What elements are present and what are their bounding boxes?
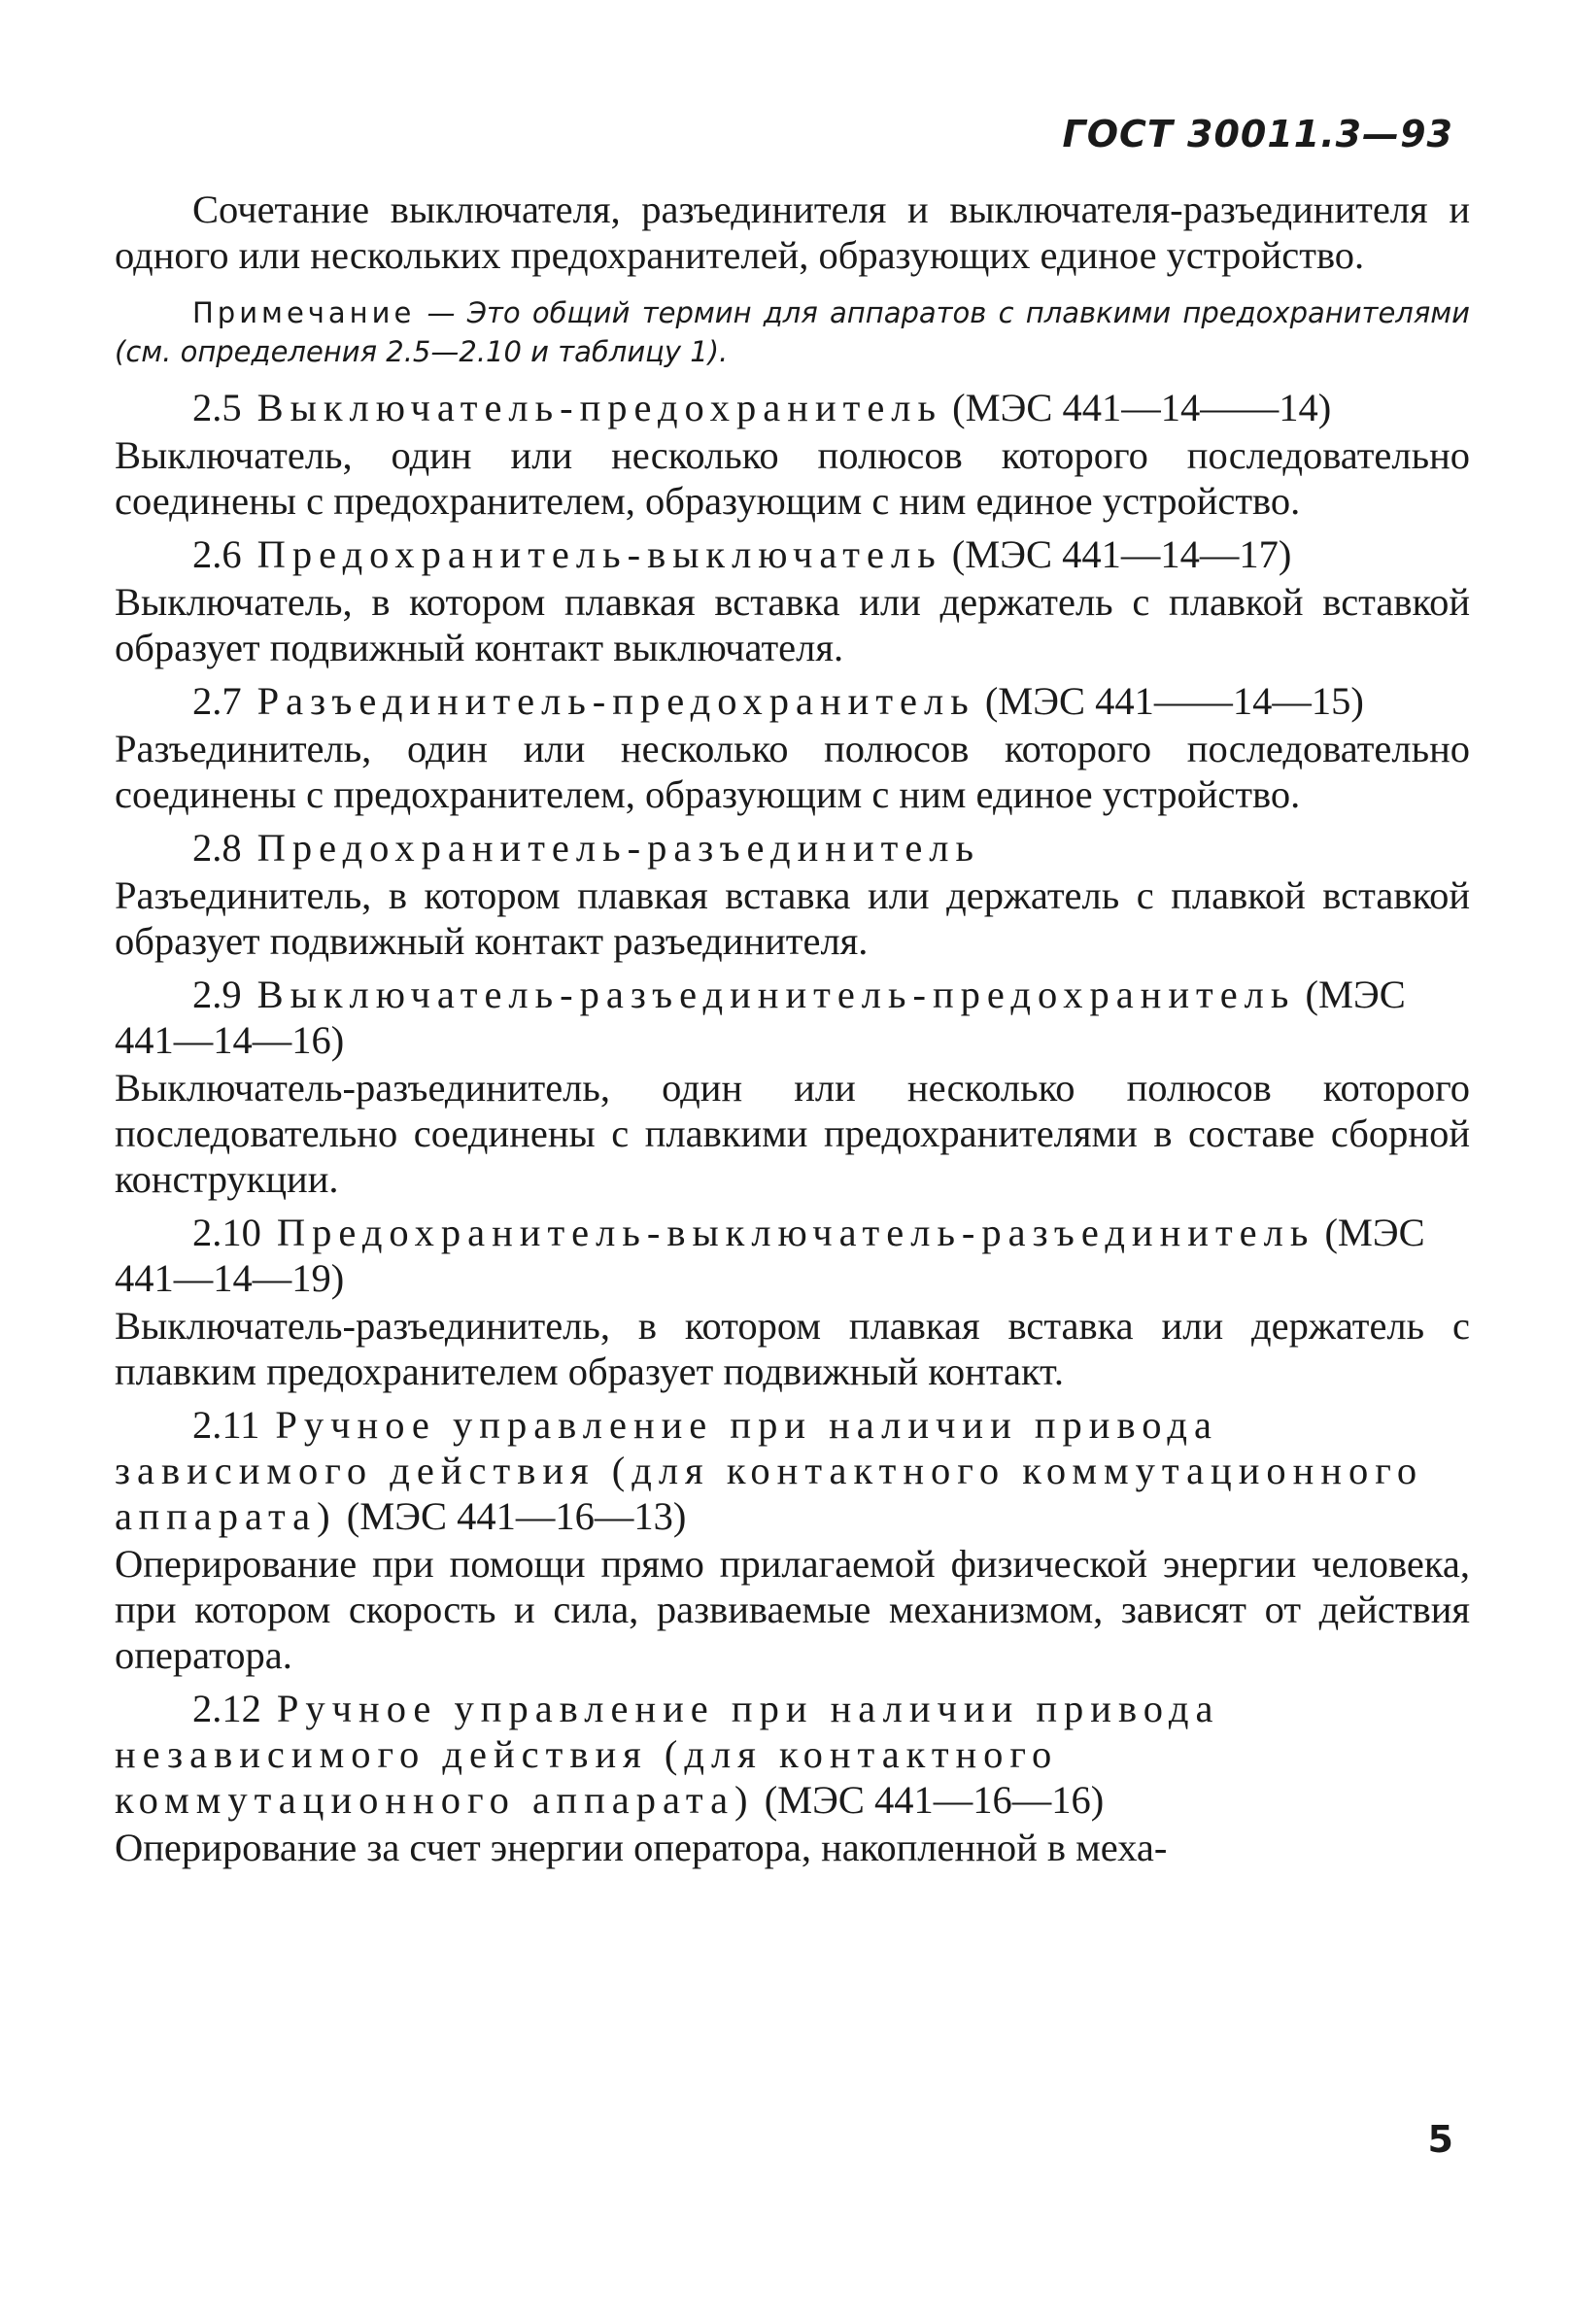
term-number: 2.12 — [192, 1687, 261, 1730]
term-heading — [115, 1402, 1470, 1539]
term-name: Предохранитель-выключатель-разъединитель — [276, 1211, 1315, 1254]
term-ref: (МЭС 441—14——14) — [952, 386, 1332, 429]
term-2-8 — [115, 825, 1470, 964]
note — [115, 293, 1470, 371]
term-heading — [115, 678, 1470, 724]
note-text: — Это общий термин для аппаратов с плавкими предохранителями (см. определения 2.5—2.10 и таблицу 1). — [115, 296, 1470, 368]
term-definition: Оперирование за счет энергии оператора, накопленной в меха- — [115, 1826, 1168, 1869]
term-definition: Выключатель, в котором плавкая вставка или держатель с плавкой вставкой образует подвижный контакт выключателя. — [115, 580, 1470, 669]
term-ref: (МЭС 441—14—19) — [115, 1211, 1425, 1300]
term-definition: Выключатель, один или несколько полюсов которого последовательно соединены с предохранителем, образующим с ним единое устройство. — [115, 433, 1470, 523]
page-number: 5 — [1427, 2118, 1453, 2161]
term-name: Предохранитель-выключатель — [256, 532, 942, 576]
term-name: Выключатель-предохранитель — [256, 386, 942, 429]
term-number: 2.11 — [192, 1403, 260, 1447]
term-definition: Выключатель-разъединитель, в котором плавкая вставка или держатель с плавким предохранителем образует подвижный контакт. — [115, 1304, 1470, 1393]
term-heading — [115, 972, 1470, 1063]
term-name: Ручное управление при наличии привода независимого действия (для контактного коммутационного аппарата) — [115, 1687, 1220, 1822]
term-definition: Разъединитель, один или несколько полюсов которого последовательно соединены с предохранителем, образующим с ним единое устройство. — [115, 727, 1470, 816]
term-number: 2.8 — [192, 826, 242, 870]
intro-paragraph: Сочетание выключателя, разъединителя и выключателя-разъединителя и одного или нескольких предохранителей, образующих единое устройство. — [115, 188, 1470, 277]
term-heading — [115, 531, 1470, 577]
term-ref: (МЭС 441—14—17) — [951, 532, 1292, 576]
term-number: 2.5 — [192, 386, 242, 429]
term-name: Предохранитель-разъединитель — [256, 826, 980, 870]
term-number: 2.7 — [192, 679, 242, 723]
term-ref: (МЭС 441—16—13) — [346, 1494, 687, 1538]
term-number: 2.10 — [192, 1211, 261, 1254]
term-definition: Выключатель-разъединитель, один или несколько полюсов которого последовательно соединены с плавкими предохранителями в составе сборной конструкции. — [115, 1066, 1470, 1201]
term-2-6 — [115, 531, 1470, 670]
term-2-11 — [115, 1402, 1470, 1678]
term-number: 2.6 — [192, 532, 242, 576]
term-heading — [115, 1210, 1470, 1301]
page-content — [115, 187, 1470, 1876]
term-2-7 — [115, 678, 1470, 817]
note-label: Примечание — [192, 296, 416, 329]
term-ref: (МЭС 441——14—15) — [984, 679, 1364, 723]
term-ref: (МЭС 441—16—16) — [764, 1778, 1105, 1822]
term-definition: Оперирование при помощи прямо прилагаемой физической энергии человека, при котором скорость и сила, развиваемые механизмом, зависят от действия оператора. — [115, 1542, 1470, 1677]
term-2-5 — [115, 385, 1470, 524]
term-ref: (МЭС 441—14—16) — [115, 973, 1406, 1062]
term-heading — [115, 825, 1470, 871]
document-header: ГОСТ 30011.3—93 — [1062, 113, 1453, 155]
term-name: Разъединитель-предохранитель — [256, 679, 975, 723]
term-definition: Разъединитель, в котором плавкая вставка или держатель с плавкой вставкой образует подвижный контакт разъединителя. — [115, 873, 1470, 963]
term-2-12 — [115, 1686, 1470, 1870]
term-name: Выключатель-разъединитель-предохранитель — [256, 973, 1296, 1016]
term-heading — [115, 1686, 1470, 1823]
term-number: 2.9 — [192, 973, 242, 1016]
term-name: Ручное управление при наличии привода зависимого действия (для контактного коммутационного аппарата) — [115, 1403, 1424, 1538]
term-heading — [115, 385, 1470, 430]
term-2-10 — [115, 1210, 1470, 1394]
term-2-9 — [115, 972, 1470, 1202]
